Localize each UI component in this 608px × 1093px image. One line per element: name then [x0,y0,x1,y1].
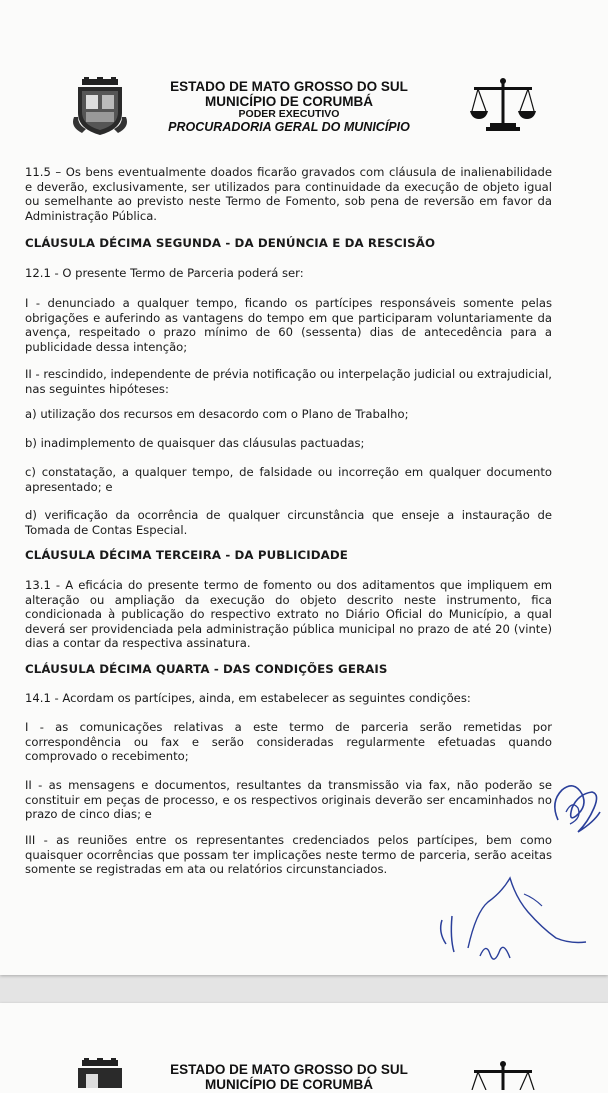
paragraph-12-c: c) constatação, a qualquer tempo, de falsidade ou incorreção em qualquer documento apresentado; e [25,465,552,494]
paragraph-14-ii: II - as mensagens e documentos, resultantes da transmissão via fax, não poderão se constituir em peças de processo, e os respectivos originais deverão ser encaminhados no prazo de cinco dias; e [25,778,552,822]
paragraph-12-b: b) inadimplemento de quaisquer das cláusulas pactuadas; [25,436,365,450]
state-name: ESTADO DE MATO GROSSO DO SUL [170,79,408,94]
scales-of-justice-icon [470,77,536,133]
paragraph-11-5: 11.5 – Os bens eventualmente doados ficarão gravados com cláusula de inalienabilidade e deverão, exclusivamente, ser utilizados para continuidade da execução de objeto igual ou semelhante ao previsto neste Termo de Fomento, sob pena de reversão em favor da Administração Pública. [25,165,552,223]
legal-office: PROCURADORIA GERAL DO MUNICÍPIO [168,120,410,134]
paragraph-12-1: 12.1 - O presente Termo de Parceria poderá ser: [25,266,304,280]
paragraph-12-ii: II - rescindido, independente de prévia notificação ou interpelação judicial ou extrajudicial, nas seguintes hipóteses: [25,367,552,396]
paragraph-12-d: d) verificação da ocorrência de qualquer circunstância que enseje a instauração de Tomada de Contas Especial. [25,508,552,537]
paragraph-12-a: a) utilização dos recursos em desacordo com o Plano de Trabalho; [25,407,409,421]
paragraph-12-i: I - denunciado a qualquer tempo, ficando os partícipes responsáveis somente pelas obrigações e auferindo as vantagens do tempo em que participaram voluntariamente da avença, respeitado o prazo mínimo de 60 (sessenta) dias de antecedência para a publicidade dessa intenção; [25,296,552,354]
municipal-crest-icon [72,1058,128,1088]
letterhead-text [140,79,438,135]
paragraph-14-iii: III - as reuniões entre os representantes credenciados pelos partícipes, bem como quaisquer ocorrências que possam ter implicações neste termo de parceria, serão aceitas somente se registradas em ata ou relatórios circunstanciados. [25,833,552,877]
page2-letterhead-text [140,1062,438,1092]
scales-of-justice-icon [470,1060,536,1090]
handwritten-signature-icon [430,872,590,972]
clause-14-heading: CLÁUSULA DÉCIMA QUARTA - DAS CONDIÇÕES GERAIS [25,662,388,676]
clause-12-heading: CLÁUSULA DÉCIMA SEGUNDA - DA DENÚNCIA E DA RESCISÃO [25,236,436,250]
letterhead [0,75,608,155]
municipal-crest-icon [72,77,128,137]
municipality-name: MUNICÍPIO DE CORUMBÁ [205,94,373,109]
initials-signature-icon [548,772,608,844]
paragraph-14-i: I - as comunicações relativas a este termo de parceria serão remetidas por correspondência ou fax e serão consideradas regularmente efetuadas quando comprovado o recebimento; [25,720,552,764]
executive-power: PODER EXECUTIVO [238,108,340,120]
page2-state-name: ESTADO DE MATO GROSSO DO SUL [170,1062,408,1077]
paragraph-13-1: 13.1 - A eficácia do presente termo de fomento ou dos aditamentos que impliquem em alteração ou ampliação da execução do objeto descrito neste instrumento, fica condicionada à publicação do respectivo extrato no Diário Oficial do Município, a qual deverá ser providenciada pela administração pública municipal no prazo de até 20 (vinte) dias a contar da respectiva assinatura. [25,578,552,651]
paragraph-14-1: 14.1 - Acordam os partícipes, ainda, em estabelecer as seguintes condições: [25,691,471,705]
clause-13-heading: CLÁUSULA DÉCIMA TERCEIRA - DA PUBLICIDADE [25,548,348,562]
page2-municipality-name: MUNICÍPIO DE CORUMBÁ [205,1077,373,1092]
